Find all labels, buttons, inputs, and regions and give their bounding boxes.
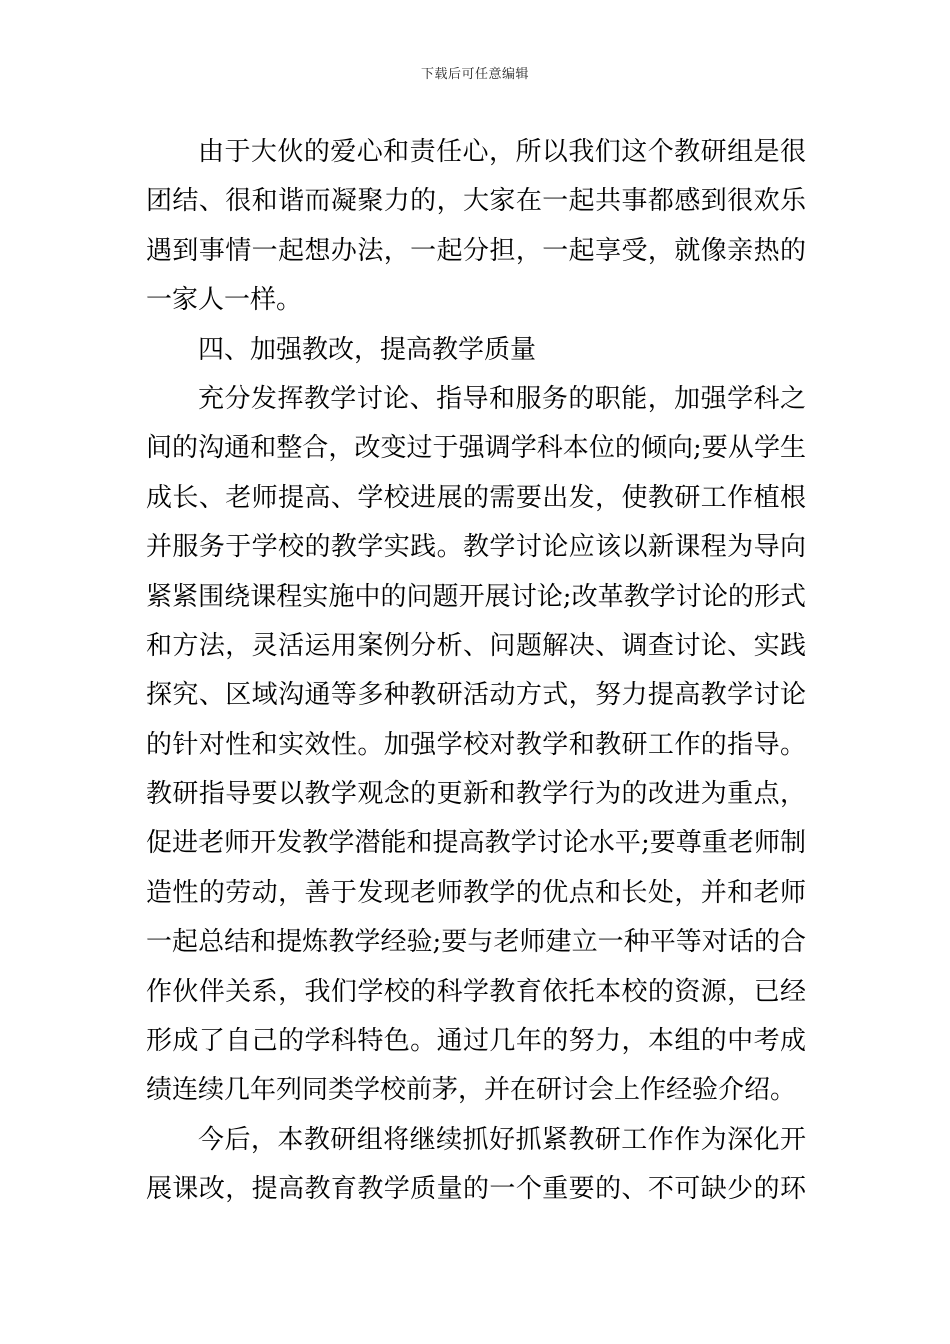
text-line: 作伙伴关系，我们学校的科学教育依托本校的资源，已经 [146,976,806,1007]
text-line: 遇到事情一起想办法，一起分担，一起享受，就像亲热的 [146,235,806,266]
text-line: 充分发挥教学讨论、指导和服务的职能，加强学科之 [198,383,806,414]
text-line: 今后，本教研组将继续抓好抓紧教研工作作为深化开 [198,1124,806,1155]
header-note: 下载后可任意编辑 [420,67,529,82]
text-line: 团结、很和谐而凝聚力的，大家在一起共事都感到很欢乐 [146,186,806,217]
text-line: 一起总结和提炼教学经验;要与老师建立一种平等对话的合 [146,927,806,958]
text-line: 绩连续几年列同类学校前茅，并在研讨会上作经验介绍。 [146,1075,797,1106]
text-line: 紧紧围绕课程实施中的问题开展讨论;改革教学讨论的形式 [146,581,806,612]
text-line: 四、加强教改，提高教学质量 [198,334,537,365]
text-line: 促进老师开发教学潜能和提高教学讨论水平;要尊重老师制 [146,828,806,859]
body-text [146,128,806,1215]
text-line: 造性的劳动，善于发现老师教学的优点和长处，并和老师 [146,877,806,908]
text-line: 探究、区域沟通等多种教研活动方式，努力提高教学讨论 [146,680,806,711]
text-line: 展课改，提高教育教学质量的一个重要的、不可缺少的环 [146,1174,806,1205]
text-line: 并服务于学校的教学实践。教学讨论应该以新课程为导向 [146,532,806,563]
text-line: 间的沟通和整合，改变过于强调学科本位的倾向;要从学生 [146,433,806,464]
text-line: 和方法，灵活运用案例分析、问题解决、调查讨论、实践 [146,630,806,661]
text-line: 一家人一样。 [146,285,303,316]
text-line: 形成了自己的学科特色。通过几年的努力，本组的中考成 [146,1026,806,1057]
text-line: 成长、老师提高、学校进展的需要出发，使教研工作植根 [146,482,806,513]
text-line: 由于大伙的爱心和责任心，所以我们这个教研组是很 [198,137,806,167]
text-line: 的针对性和实效性。加强学校对教学和教研工作的指导。 [146,729,806,760]
text-line: 教研指导要以教学观念的更新和教学行为的改进为重点， [146,779,806,810]
